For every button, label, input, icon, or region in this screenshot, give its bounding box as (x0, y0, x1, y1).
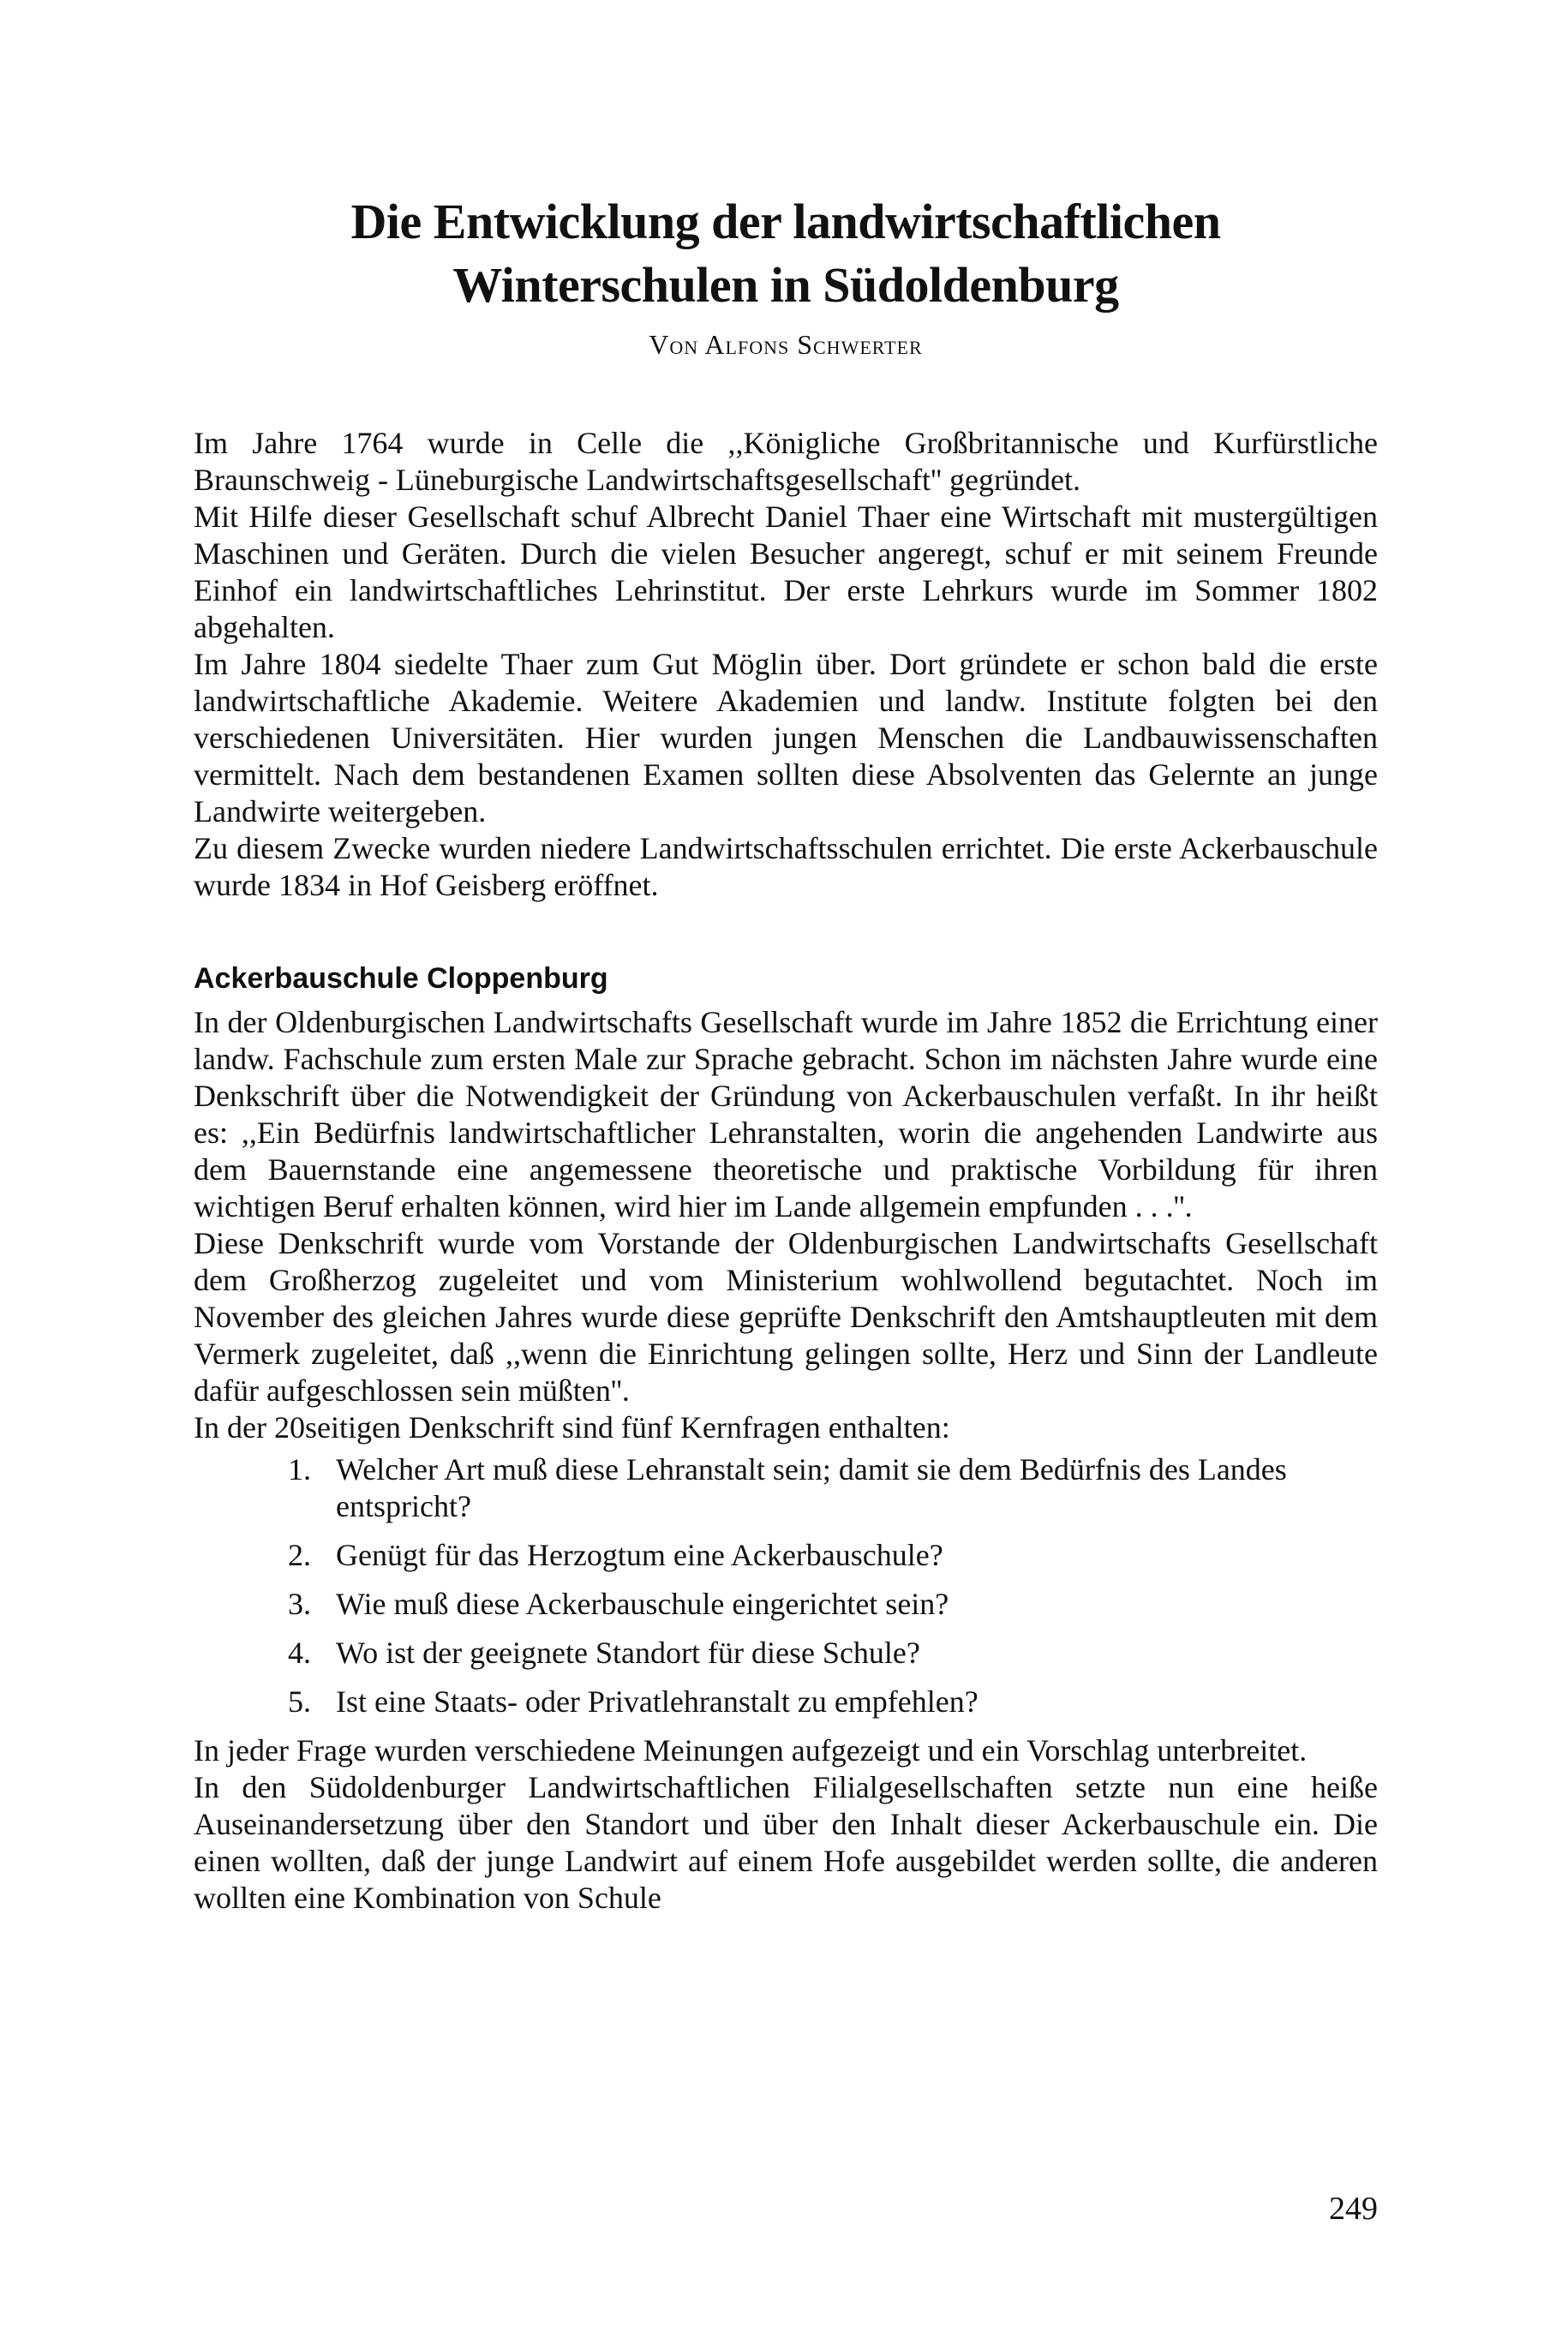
section-paragraph-1: In der Oldenburgischen Landwirtschafts Gesellschaft wurde im Jahre 1852 die Errichtung einer landw. Fachschule zum ersten Male zur Sprache gebracht. Schon im nächsten Jahre wurde eine Denkschrift über die Notwendigkeit der Gründung von Ackerbauschulen verfaßt. In ihr heißt es: ,,Ein Bedürfnis landwirtschaftlicher Lehranstalten, worin die angehenden Landwirte aus dem Bauernstande eine angemessene theoretische und praktische Vorbildung für ihren wichtigen Beruf erhalten können, wird hier im Lande allgemein empfunden . . .''. (194, 1005, 1378, 1223)
intro-paragraph-1: Im Jahre 1764 wurde in Celle die ,,Königliche Großbritannische und Kurfürstliche Braunschweig - Lüneburgische Landwirtschaftsgesellschaft'' gegründet. (194, 426, 1378, 497)
list-item-text: Genügt für das Herzogtum eine Ackerbauschule? (336, 1538, 943, 1572)
list-item (194, 1586, 1378, 1623)
list-item-number: 1. (288, 1452, 311, 1487)
intro-paragraph-3: Im Jahre 1804 siedelte Thaer zum Gut Möglin über. Dort gründete er schon bald die erste landwirtschaftliche Akademie. Weitere Akademien und landw. Institute folgten bei den verschiedenen Universitäten. Hier wurden jungen Menschen die Landbauwissenschaften vermittelt. Nach dem bestandenen Examen sollten diese Absolventen das Gelernte an junge Landwirte weitergeben. (194, 647, 1378, 829)
list-item-text: Ist eine Staats- oder Privatlehranstalt zu empfehlen? (336, 1684, 979, 1719)
list-item (194, 1451, 1378, 1525)
list-item-text: Wie muß diese Ackerbauschule eingerichtet sein? (336, 1587, 949, 1621)
author-byline: Von Alfons Schwerter (649, 329, 923, 360)
list-item-number: 4. (288, 1636, 311, 1670)
page-number: 249 (1329, 2191, 1378, 2227)
article-body (194, 425, 1378, 1917)
questions-list (194, 1451, 1378, 1720)
article-title (194, 190, 1378, 317)
intro-paragraph-4: Zu diesem Zwecke wurden niedere Landwirtschaftsschulen errichtet. Die erste Ackerbauschule wurde 1834 in Hof Geisberg eröffnet. (194, 831, 1378, 902)
list-item (194, 1684, 1378, 1720)
section-paragraph-4: In jeder Frage wurden verschiedene Meinungen aufgezeigt und ein Vorschlag unterbreitet. (194, 1733, 1308, 1768)
list-item-number: 3. (288, 1587, 311, 1621)
list-item-text: Welcher Art muß diese Lehranstalt sein; damit sie dem Bedürfnis des Landes entspricht? (336, 1452, 1287, 1523)
list-item (194, 1537, 1378, 1574)
list-item (194, 1635, 1378, 1672)
title-line-1: Die Entwicklung der landwirtschaftlichen (350, 194, 1221, 249)
section-paragraph-3: In der 20seitigen Denkschrift sind fünf Kernfragen enthalten: (194, 1410, 950, 1445)
section-heading: Ackerbauschule Cloppenburg (194, 962, 608, 995)
list-item-number: 5. (288, 1684, 311, 1719)
section-paragraph-5: In den Südoldenburger Landwirtschaftlichen Filialgesellschaften setzte nun eine heiße Auseinandersetzung über den Standort und über den Inhalt dieser Ackerbauschule ein. Die einen wollten, daß der junge Landwirt auf einem Hofe ausgebildet werden sollte, die anderen wollten eine Kombination von Schule (194, 1770, 1378, 1915)
list-item-number: 2. (288, 1538, 311, 1572)
list-item-text: Wo ist der geeignete Standort für diese Schule? (336, 1636, 920, 1670)
intro-paragraph-2: Mit Hilfe dieser Gesellschaft schuf Albrecht Daniel Thaer eine Wirtschaft mit mustergültigen Maschinen und Geräten. Durch die vielen Besucher angeregt, schuf er mit seinem Freunde Einhof ein landwirtschaftliches Lehrinstitut. Der erste Lehrkurs wurde im Sommer 1802 abgehalten. (194, 499, 1378, 644)
title-line-2: Winterschulen in Südoldenburg (452, 257, 1119, 313)
section-paragraph-2: Diese Denkschrift wurde vom Vorstande der Oldenburgischen Landwirtschafts Gesellschaft dem Großherzog zugeleitet und vom Ministerium wohlwollend begutachtet. Noch im November des gleichen Jahres wurde diese geprüfte Denkschrift den Amtshauptleuten mit dem Vermerk zugeleitet, daß ,,wenn die Einrichtung gelingen sollte, Herz und Sinn der Landleute dafür aufgeschlossen sein müßten''. (194, 1226, 1378, 1408)
